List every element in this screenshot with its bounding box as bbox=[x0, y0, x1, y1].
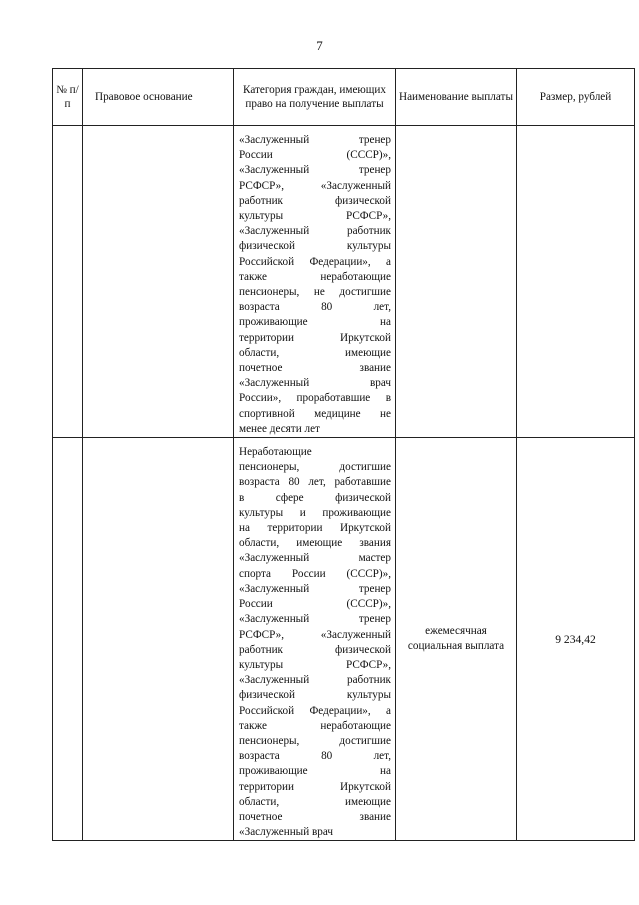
category-text-line: работник физической bbox=[239, 643, 391, 656]
benefits-table bbox=[52, 68, 635, 841]
category-text-line: «Заслуженный тренер bbox=[239, 582, 391, 595]
citizen-category-cell bbox=[234, 438, 396, 841]
category-text-line: «Заслуженный работник bbox=[239, 674, 391, 687]
amount-cell: 9 234,42 bbox=[517, 438, 635, 841]
category-text-line: Российской Федерации», а bbox=[239, 255, 391, 268]
category-text-line: почетное звание bbox=[239, 362, 391, 375]
category-text-line: «Заслуженный тренер bbox=[239, 164, 391, 177]
category-text-line: спорта России (СССР)», bbox=[239, 567, 391, 580]
category-text-line: возраста 80 лет, работавшие bbox=[239, 476, 391, 489]
category-text-line: культуры РСФСР», bbox=[239, 210, 391, 223]
payment-name-cell bbox=[396, 126, 517, 438]
category-text-line: почетное звание bbox=[239, 810, 391, 823]
category-text-line: физической культуры bbox=[239, 240, 391, 253]
table-header-row bbox=[53, 69, 635, 126]
row-num-cell bbox=[53, 126, 83, 438]
category-text-line: на территории Иркутской bbox=[239, 522, 391, 535]
category-text-line: «Заслуженный тренер bbox=[239, 613, 391, 626]
header-payment-name: Наименование выплаты bbox=[396, 69, 517, 126]
category-text-line: области, имеющие bbox=[239, 346, 391, 359]
category-text-line: России (СССР)», bbox=[239, 598, 391, 611]
category-text-line: РСФСР», «Заслуженный bbox=[239, 179, 391, 192]
table-row bbox=[53, 438, 635, 841]
legal-basis-cell bbox=[83, 126, 234, 438]
table-row bbox=[53, 126, 635, 438]
category-text-line: также неработающие bbox=[239, 719, 391, 732]
category-text-line: возраста 80 лет, bbox=[239, 750, 391, 763]
category-text-line: области, имеющие bbox=[239, 795, 391, 808]
header-amount: Размер, рублей bbox=[517, 69, 635, 126]
payment-name-cell: ежемесячная социальная выплата bbox=[396, 438, 517, 841]
category-text-line: проживающие на bbox=[239, 316, 391, 329]
category-text-line: спортивной медицине не bbox=[239, 407, 391, 420]
category-text-line: России», проработавшие в bbox=[239, 392, 391, 405]
category-text-line: Неработающие bbox=[239, 446, 312, 459]
citizen-category-cell bbox=[234, 126, 396, 438]
category-text-line: территории Иркутской bbox=[239, 780, 391, 793]
category-text-line: культуры РСФСР», bbox=[239, 658, 391, 671]
category-text-line: «Заслуженный тренер bbox=[239, 134, 391, 146]
category-text-line: «Заслуженный врач bbox=[239, 377, 391, 390]
header-citizen-category: Категория граждан, имеющих право на получение выплаты bbox=[234, 69, 396, 126]
row-num-cell bbox=[53, 438, 83, 841]
category-text-line: Российской Федерации», а bbox=[239, 704, 391, 717]
category-text-line: культуры и проживающие bbox=[239, 506, 391, 519]
amount-cell bbox=[517, 126, 635, 438]
category-text-line: «Заслуженный врач bbox=[239, 826, 334, 839]
category-text-line: также неработающие bbox=[239, 270, 391, 283]
category-text-line: территории Иркутской bbox=[239, 331, 391, 344]
category-text-line: «Заслуженный работник bbox=[239, 225, 391, 238]
category-text-line: области, имеющие звания bbox=[239, 537, 391, 550]
category-text-line: «Заслуженный мастер bbox=[239, 552, 391, 565]
category-text-line: в сфере физической bbox=[239, 491, 391, 504]
category-text-line: проживающие на bbox=[239, 765, 391, 778]
legal-basis-cell bbox=[83, 438, 234, 841]
category-text-line: пенсионеры, не достигшие bbox=[239, 286, 391, 299]
category-text-line: России (СССР)», bbox=[239, 149, 391, 162]
category-text-line: пенсионеры, достигшие bbox=[239, 734, 391, 747]
category-text-line: физической культуры bbox=[239, 689, 391, 702]
header-num: № п/п bbox=[53, 69, 83, 126]
category-text-line: менее десяти лет bbox=[239, 422, 320, 435]
category-text-line: работник физической bbox=[239, 194, 391, 207]
category-text-line: пенсионеры, достигшие bbox=[239, 461, 391, 474]
category-text-line: возраста 80 лет, bbox=[239, 301, 391, 314]
header-legal-basis: Правовое основание bbox=[83, 69, 234, 126]
page-number: 7 bbox=[316, 38, 323, 53]
category-text-line: РСФСР», «Заслуженный bbox=[239, 628, 391, 641]
